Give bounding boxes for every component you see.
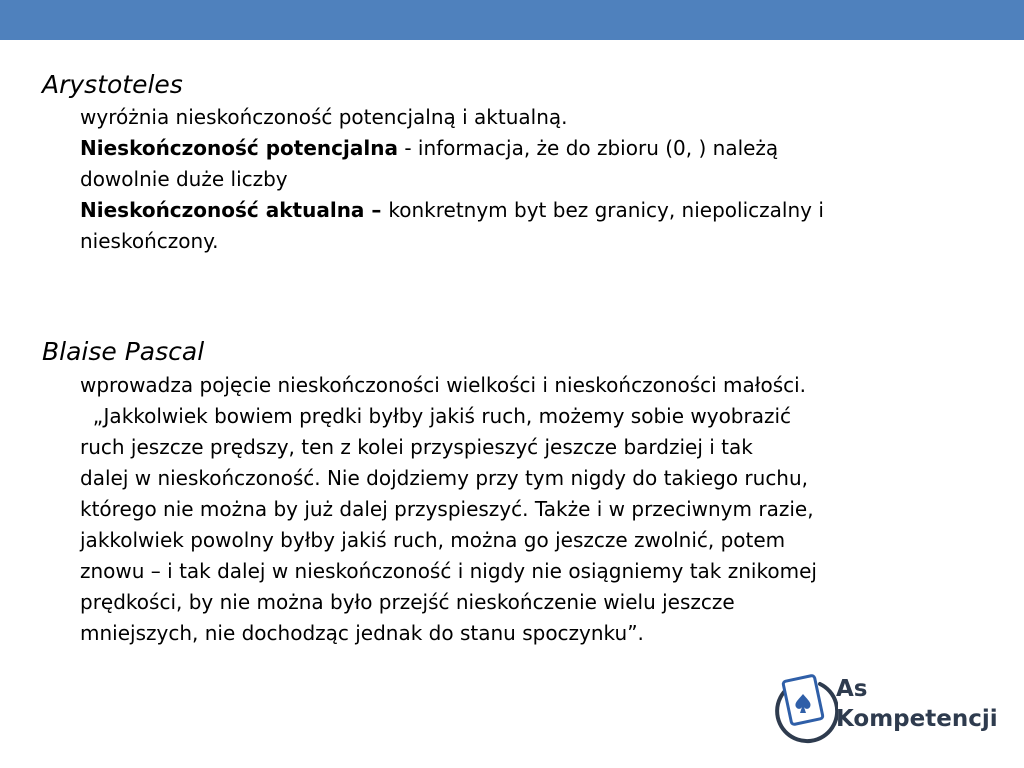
heading-blaise-pascal: Blaise Pascal bbox=[42, 337, 205, 366]
actual-infinity-term: Nieskończoność aktualna bbox=[80, 198, 365, 222]
pascal-line: wprowadza pojęcie nieskończoności wielkości i nieskończoności małości. bbox=[80, 373, 807, 397]
potential-infinity-definition bbox=[80, 133, 980, 164]
spade-card-icon bbox=[768, 670, 838, 750]
arystoteles-intro: wyróżnia nieskończoność potencjalną i aktualną. bbox=[80, 105, 568, 129]
actual-infinity-dash: – bbox=[364, 198, 389, 222]
logo-line-kompetencji: Kompetencji bbox=[836, 706, 998, 732]
as-kompetencji-logo bbox=[768, 670, 998, 750]
pascal-line: jakkolwiek powolny byłby jakiś ruch, można go jeszcze zwolnić, potem bbox=[80, 528, 786, 552]
logo-line-as: As bbox=[836, 676, 868, 702]
pascal-line: mniejszych, nie dochodząc jednak do stanu spoczynku”. bbox=[80, 621, 644, 645]
pascal-line: którego nie można by już dalej przyspieszyć. Także i w przeciwnym razie, bbox=[80, 497, 814, 521]
pascal-line: znowu – i tak dalej w nieskończoność i nigdy nie osiągniemy tak znikomej bbox=[80, 559, 817, 583]
potential-infinity-term: Nieskończoność potencjalna bbox=[80, 136, 398, 160]
pascal-text-block bbox=[80, 370, 980, 649]
heading-arystoteles: Arystoteles bbox=[42, 70, 183, 99]
logo-wordmark bbox=[836, 674, 998, 734]
pascal-line: prędkości, by nie można było przejść nieskończenie wielu jeszcze bbox=[80, 590, 735, 614]
arystoteles-text-block bbox=[80, 102, 980, 257]
actual-infinity-definition bbox=[80, 195, 980, 226]
pascal-line: „Jakkolwiek bowiem prędki byłby jakiś ruch, możemy sobie wyobrazić bbox=[80, 404, 792, 428]
top-accent-bar bbox=[0, 0, 1024, 40]
pascal-line: ruch jeszcze prędszy, ten z kolei przyspieszyć jeszcze bardziej i tak bbox=[80, 435, 753, 459]
potential-infinity-def: - informacja, że do zbioru (0, ) należą bbox=[397, 136, 779, 160]
potential-infinity-def-cont: dowolnie duże liczby bbox=[80, 167, 288, 191]
pascal-line: dalej w nieskończoność. Nie dojdziemy przy tym nigdy do takiego ruchu, bbox=[80, 466, 809, 490]
actual-infinity-def-cont: nieskończony. bbox=[80, 229, 219, 253]
actual-infinity-def: konkretnym byt bez granicy, niepoliczalny i bbox=[388, 198, 824, 222]
